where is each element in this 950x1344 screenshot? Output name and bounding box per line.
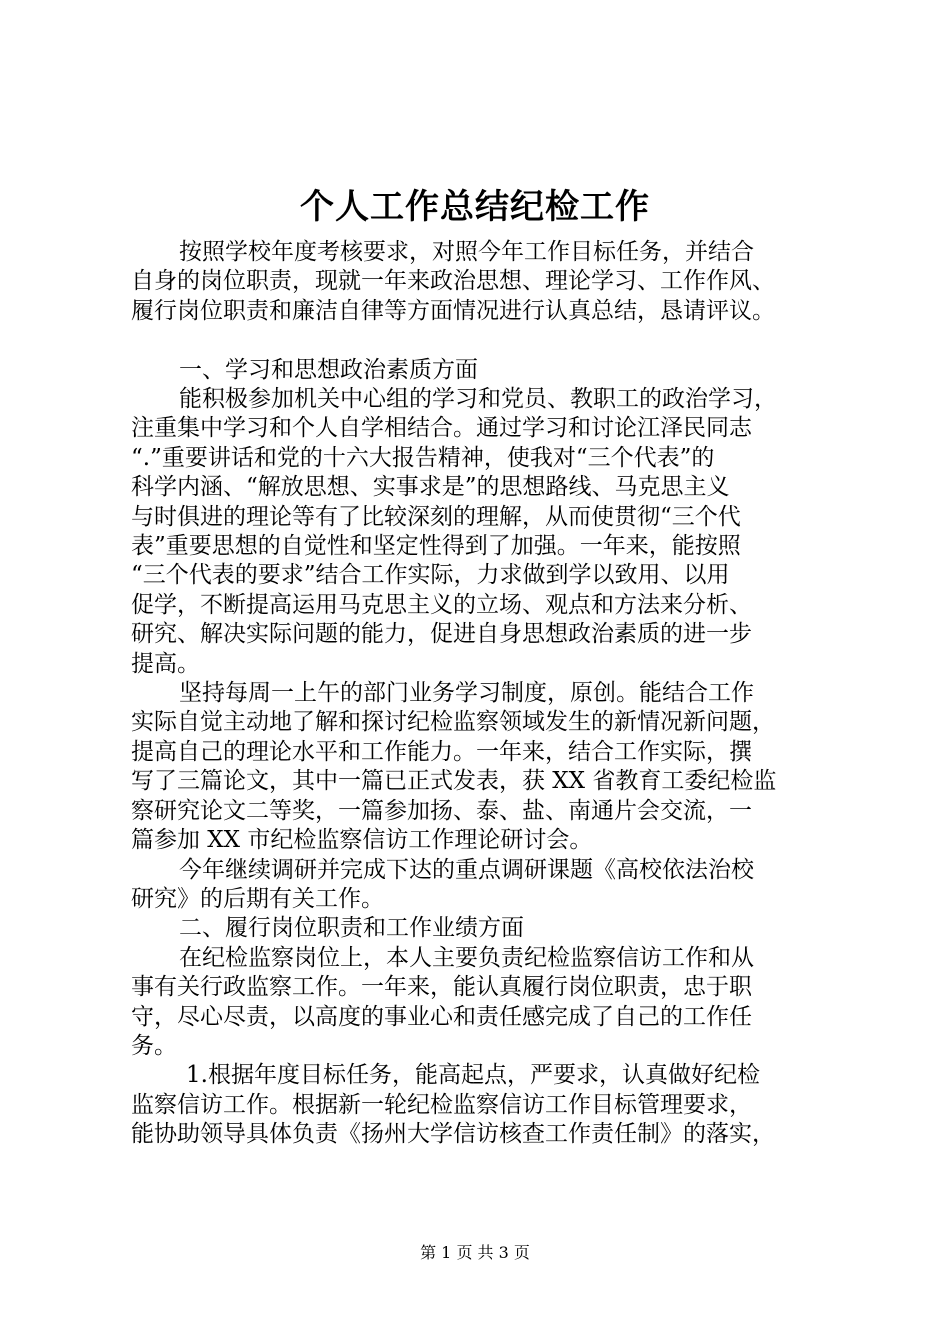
text-line: 守，尽心尽责，以高度的事业心和责任感完成了自己的工作任 [131, 1003, 752, 1030]
text-line: 按照学校年度考核要求，对照今年工作目标任务，并结合 [179, 239, 754, 265]
paragraph-intro [131, 238, 851, 326]
text-line: 研究》的后期有关工作。 [131, 885, 384, 912]
paragraph-study [131, 385, 851, 679]
text-line: 事有关行政监察工作。一年来，能认真履行岗位职责，忠于职 [131, 974, 752, 1001]
paragraph-research [131, 856, 851, 915]
text-line: 促学，不断提高运用马克思主义的立场、观点和方法来分析、 [131, 591, 752, 618]
text-line: 在纪检监察岗位上，本人主要负责纪检监察信访工作和从 [179, 944, 754, 971]
text-line: 注重集中学习和个人自学相结合。通过学习和讨论江泽民同志 [131, 415, 752, 442]
paragraph-duties [131, 944, 851, 1062]
page-footer: 第 1 页 共 3 页 [420, 1243, 530, 1262]
document-body [131, 238, 851, 1150]
text-line: 今年继续调研并完成下达的重点调研课题《高校依法治校 [179, 856, 754, 883]
text-line: “三个代表的要求”结合工作实际，力求做到学以致用、以用 [131, 562, 730, 589]
text-line: 监察信访工作。根据新一轮纪检监察信访工作目标管理要求， [131, 1091, 752, 1118]
blank-line [131, 326, 851, 355]
heading-text: 一、学习和思想政治素质方面 [179, 356, 478, 383]
section-heading-1 [131, 356, 851, 385]
text-line: 坚持每周一上午的部门业务学习制度，原创。能结合工作 [179, 680, 754, 707]
text-line: 篇参加 XX 市纪检监察信访工作理论研讨会。 [131, 827, 593, 854]
text-line: 提高自己的理论水平和工作能力。一年来，结合工作实际，撰 [131, 738, 752, 765]
text-line: 提高。 [131, 650, 200, 677]
heading-text: 二、履行岗位职责和工作业绩方面 [179, 915, 524, 942]
text-line: 与时俱进的理论等有了比较深刻的理解，从而使贯彻“三个代 [131, 503, 741, 530]
text-line: “.”重要讲话和党的十六大报告精神，使我对“三个代表”的 [131, 444, 715, 471]
paragraph-item-1 [131, 1061, 851, 1149]
text-line: 务。 [131, 1032, 177, 1059]
text-line: 1.根据年度目标任务，能高起点，严要求，认真做好纪检 [186, 1062, 760, 1089]
text-line: 自身的岗位职责，现就一年来政治思想、理论学习、工作作风、 [131, 268, 775, 295]
document-title: 个人工作总结纪检工作 [300, 187, 650, 227]
section-heading-2 [131, 914, 851, 943]
text-line: 履行岗位职责和廉洁自律等方面情况进行认真总结，恳请评议。 [131, 297, 775, 324]
paragraph-weekly-study [131, 679, 851, 855]
text-line: 写了三篇论文，其中一篇已正式发表，获 XX 省教育工委纪检监 [131, 768, 777, 795]
text-line: 察研究论文二等奖，一篇参加扬、泰、盐、南通片会交流，一 [131, 797, 752, 824]
text-line: 表”重要思想的自觉性和坚定性得到了加强。一年来，能按照 [131, 533, 741, 560]
text-line: 研究、解决实际问题的能力，促进自身思想政治素质的进一步 [131, 621, 752, 648]
text-line: 科学内涵、“解放思想、实事求是”的思想路线、马克思主义 [131, 474, 730, 501]
text-line: 能积极参加机关中心组的学习和党员、教职工的政治学习， [179, 386, 777, 413]
text-line: 实际自觉主动地了解和探讨纪检监察领域发生的新情况新问题， [131, 709, 775, 736]
text-line: 能协助领导具体负责《扬州大学信访核查工作责任制》的落实， [131, 1121, 775, 1148]
